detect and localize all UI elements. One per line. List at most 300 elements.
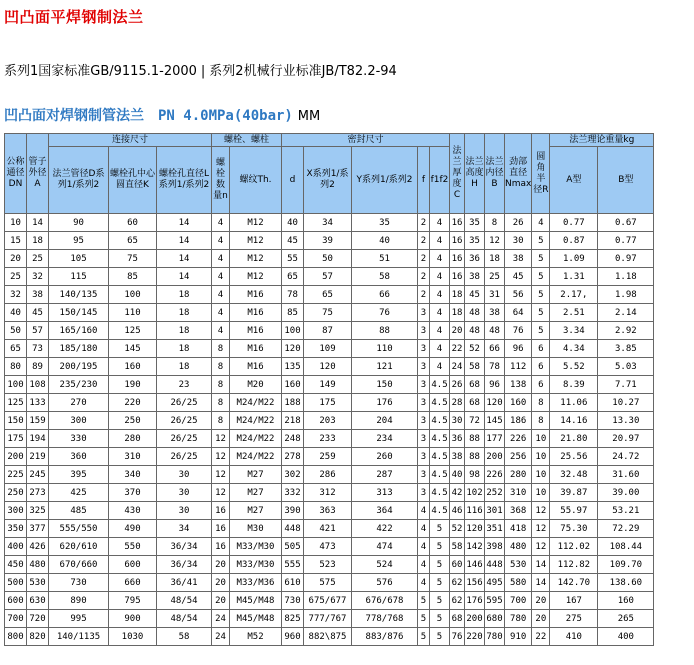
table-cell: 280 xyxy=(109,430,157,448)
table-cell: 5 xyxy=(430,556,450,574)
table-cell: 505 xyxy=(282,538,304,556)
table-cell: 22 xyxy=(532,628,550,646)
table-cell: 55 xyxy=(282,250,304,268)
header-d: d xyxy=(282,147,304,214)
table-cell: 218 xyxy=(282,412,304,430)
table-cell: 8 xyxy=(532,412,550,430)
table-cell: 2.51 xyxy=(550,304,598,322)
header-f1f2: f1f2 xyxy=(430,147,450,214)
table-cell: 112.82 xyxy=(550,556,598,574)
table-cell: 100 xyxy=(5,376,27,394)
table-cell: 4 xyxy=(430,286,450,304)
table-cell: 448 xyxy=(485,556,505,574)
table-cell: 176 xyxy=(352,394,418,412)
table-cell: 3 xyxy=(418,322,430,340)
table-cell: 675/677 xyxy=(304,592,352,610)
table-cell: 52 xyxy=(465,340,485,358)
table-row xyxy=(5,286,654,304)
table-cell: 0.77 xyxy=(598,232,654,250)
header-connection: 连接尺寸 xyxy=(49,134,212,147)
table-cell: 30 xyxy=(450,412,465,430)
table-cell: 31 xyxy=(485,286,505,304)
table-cell: 220 xyxy=(109,394,157,412)
table-cell: 234 xyxy=(352,430,418,448)
table-cell: 395 xyxy=(49,466,109,484)
table-cell: 960 xyxy=(282,628,304,646)
table-cell: 400 xyxy=(598,628,654,646)
table-cell: 278 xyxy=(282,448,304,466)
table-cell: 100 xyxy=(282,322,304,340)
table-cell: 3.85 xyxy=(598,340,654,358)
table-cell: 56 xyxy=(505,286,532,304)
table-cell: 312 xyxy=(304,484,352,502)
table-cell: 1.98 xyxy=(598,286,654,304)
table-cell: 340 xyxy=(109,466,157,484)
table-cell: 313 xyxy=(352,484,418,502)
table-cell: 2 xyxy=(418,214,430,232)
table-cell: 12 xyxy=(212,448,230,466)
table-cell: 5 xyxy=(418,592,430,610)
table-cell: 42 xyxy=(450,484,465,502)
table-cell: 18 xyxy=(27,232,49,250)
table-cell: 72.29 xyxy=(598,520,654,538)
table-cell: M16 xyxy=(230,358,282,376)
table-cell: 4.5 xyxy=(430,376,450,394)
table-cell: 20 xyxy=(532,592,550,610)
table-row xyxy=(5,592,654,610)
table-cell: 480 xyxy=(505,538,532,556)
table-cell: 51 xyxy=(352,250,418,268)
section-heading xyxy=(4,105,320,125)
table-cell: 3 xyxy=(418,304,430,322)
table-cell: 600 xyxy=(5,592,27,610)
table-cell: 226 xyxy=(505,430,532,448)
table-cell: 18 xyxy=(157,304,212,322)
header-x: X系列1/系列2 xyxy=(304,147,352,214)
table-cell: 620/610 xyxy=(49,538,109,556)
table-row xyxy=(5,466,654,484)
table-cell: 18 xyxy=(157,322,212,340)
table-cell: 140/135 xyxy=(49,286,109,304)
table-cell: 4 xyxy=(430,250,450,268)
table-cell: 13.30 xyxy=(598,412,654,430)
table-cell: 65 xyxy=(304,286,352,304)
pressure-rating: PN 4.0MPa(40bar) xyxy=(158,108,293,124)
table-cell: 4.5 xyxy=(430,484,450,502)
table-cell: 550 xyxy=(109,538,157,556)
header-h: 法兰高度H xyxy=(465,134,485,214)
table-cell: 16 xyxy=(212,502,230,520)
table-cell: 800 xyxy=(5,628,27,646)
table-cell: 4.5 xyxy=(430,430,450,448)
table-cell: 820 xyxy=(27,628,49,646)
table-cell: 80 xyxy=(5,358,27,376)
table-cell: 57 xyxy=(27,322,49,340)
table-cell: 8 xyxy=(212,340,230,358)
table-cell: 418 xyxy=(505,520,532,538)
table-cell: 6 xyxy=(532,376,550,394)
table-cell: 4.5 xyxy=(430,394,450,412)
table-cell: 11.06 xyxy=(550,394,598,412)
table-cell: 95 xyxy=(49,232,109,250)
table-cell: 0.77 xyxy=(550,214,598,232)
table-cell: 5.52 xyxy=(550,358,598,376)
table-cell: 8 xyxy=(212,376,230,394)
table-cell: 109.70 xyxy=(598,556,654,574)
table-cell: 68 xyxy=(450,610,465,628)
table-cell: 160 xyxy=(109,358,157,376)
table-cell: 98 xyxy=(465,466,485,484)
table-cell: 109 xyxy=(304,340,352,358)
table-cell: 377 xyxy=(27,520,49,538)
table-cell: 3 xyxy=(418,484,430,502)
table-cell: 10 xyxy=(532,466,550,484)
table-cell: 302 xyxy=(282,466,304,484)
table-cell: 38 xyxy=(485,304,505,322)
table-cell: 882\875 xyxy=(304,628,352,646)
table-cell: 30 xyxy=(157,502,212,520)
table-row xyxy=(5,610,654,628)
table-cell: 45 xyxy=(282,232,304,250)
table-cell: 8 xyxy=(485,214,505,232)
table-cell: 430 xyxy=(109,502,157,520)
table-cell: 3 xyxy=(418,430,430,448)
table-cell: 32 xyxy=(27,268,49,286)
table-cell: M24/M22 xyxy=(230,430,282,448)
table-cell: M12 xyxy=(230,232,282,250)
table-cell: 270 xyxy=(49,394,109,412)
header-wb: B型 xyxy=(598,147,654,214)
table-cell: 300 xyxy=(49,412,109,430)
table-cell: 160 xyxy=(282,376,304,394)
table-cell: 26/25 xyxy=(157,448,212,466)
table-cell: 32 xyxy=(5,286,27,304)
table-cell: 38 xyxy=(450,448,465,466)
header-l: 螺栓孔直径L系列1/系列2 xyxy=(157,147,212,214)
table-cell: 15 xyxy=(5,232,27,250)
table-cell: 102 xyxy=(465,484,485,502)
header-dn: 公称通径DN xyxy=(5,134,27,214)
table-cell: 3 xyxy=(418,358,430,376)
table-cell: 110 xyxy=(352,340,418,358)
table-cell: 575 xyxy=(304,574,352,592)
table-cell: 2 xyxy=(418,232,430,250)
table-cell: 4 xyxy=(212,232,230,250)
table-cell: 25 xyxy=(27,250,49,268)
table-cell: 16 xyxy=(212,538,230,556)
table-cell: 5 xyxy=(430,538,450,556)
table-row xyxy=(5,502,654,520)
table-cell: 4.34 xyxy=(550,340,598,358)
table-cell: 204 xyxy=(352,412,418,430)
table-cell: 105 xyxy=(49,250,109,268)
table-cell: 177 xyxy=(485,430,505,448)
table-cell: 6 xyxy=(532,340,550,358)
table-cell: 4 xyxy=(430,304,450,322)
table-cell: 700 xyxy=(5,610,27,628)
table-cell: 18 xyxy=(450,304,465,322)
table-cell: 194 xyxy=(27,430,49,448)
table-cell: 142.70 xyxy=(550,574,598,592)
table-cell: 910 xyxy=(505,628,532,646)
header-nmax: 劲部直径Nmax xyxy=(505,134,532,214)
table-cell: 3.34 xyxy=(550,322,598,340)
table-cell: 175 xyxy=(5,430,27,448)
table-cell: 14.16 xyxy=(550,412,598,430)
table-cell: 120 xyxy=(465,520,485,538)
table-cell: 62 xyxy=(450,574,465,592)
table-cell: 2.17, xyxy=(550,286,598,304)
table-cell: 310 xyxy=(109,448,157,466)
table-cell: 580 xyxy=(505,574,532,592)
table-cell: 120 xyxy=(304,358,352,376)
table-cell: 14 xyxy=(532,574,550,592)
table-cell: 50 xyxy=(5,322,27,340)
table-cell: 248 xyxy=(282,430,304,448)
table-cell: 900 xyxy=(109,610,157,628)
table-cell: 250 xyxy=(5,484,27,502)
table-cell: 12 xyxy=(532,502,550,520)
table-cell: 500 xyxy=(5,574,27,592)
table-cell: 142 xyxy=(465,538,485,556)
table-cell: 39.87 xyxy=(550,484,598,502)
table-cell: 58 xyxy=(450,538,465,556)
table-cell: 125 xyxy=(109,322,157,340)
table-cell: 121 xyxy=(352,358,418,376)
table-cell: 20.97 xyxy=(598,430,654,448)
table-cell: 7.71 xyxy=(598,376,654,394)
table-cell: M16 xyxy=(230,340,282,358)
table-cell: 5 xyxy=(430,592,450,610)
table-cell: 32.48 xyxy=(550,466,598,484)
table-cell: 12 xyxy=(212,484,230,502)
table-cell: 35 xyxy=(465,232,485,250)
table-cell: 8 xyxy=(212,394,230,412)
table-cell: 40 xyxy=(450,466,465,484)
table-cell: 18 xyxy=(157,286,212,304)
table-cell: M52 xyxy=(230,628,282,646)
table-cell: 89 xyxy=(27,358,49,376)
table-cell: M16 xyxy=(230,286,282,304)
table-cell: 149 xyxy=(304,376,352,394)
table-cell: 14 xyxy=(27,214,49,232)
table-cell: M12 xyxy=(230,268,282,286)
table-cell: 410 xyxy=(550,628,598,646)
table-cell: 4.5 xyxy=(430,466,450,484)
table-cell: 34 xyxy=(157,520,212,538)
header-c: 法兰厚度C xyxy=(450,134,465,214)
table-row xyxy=(5,520,654,538)
table-cell: 4 xyxy=(418,556,430,574)
table-cell: 4.5 xyxy=(430,502,450,520)
table-cell: 5 xyxy=(430,610,450,628)
table-cell: 555/550 xyxy=(49,520,109,538)
table-cell: 600 xyxy=(109,556,157,574)
table-cell: 490 xyxy=(109,520,157,538)
table-cell: 26 xyxy=(505,214,532,232)
table-cell: 25 xyxy=(5,268,27,286)
table-cell: 48/54 xyxy=(157,592,212,610)
table-cell: 220 xyxy=(465,628,485,646)
table-cell: 795 xyxy=(109,592,157,610)
table-cell: 5 xyxy=(430,520,450,538)
table-cell: 31.60 xyxy=(598,466,654,484)
table-cell: 825 xyxy=(282,610,304,628)
table-cell: 40 xyxy=(352,232,418,250)
table-cell: 595 xyxy=(485,592,505,610)
table-cell: M24/M22 xyxy=(230,412,282,430)
table-cell: 20 xyxy=(450,322,465,340)
table-cell: 96 xyxy=(485,376,505,394)
table-cell: 100 xyxy=(109,286,157,304)
table-cell: 36/34 xyxy=(157,556,212,574)
table-row xyxy=(5,250,654,268)
table-row xyxy=(5,304,654,322)
table-cell: M12 xyxy=(230,214,282,232)
table-cell: 235/230 xyxy=(49,376,109,394)
table-cell: 12 xyxy=(532,538,550,556)
table-cell: 40 xyxy=(282,214,304,232)
table-cell: 140/1135 xyxy=(49,628,109,646)
table-cell: 5 xyxy=(532,232,550,250)
table-cell: 24.72 xyxy=(598,448,654,466)
table-cell: 36/34 xyxy=(157,538,212,556)
table-cell: 5 xyxy=(418,628,430,646)
table-cell: 55.97 xyxy=(550,502,598,520)
table-cell: 2.14 xyxy=(598,304,654,322)
table-cell: 426 xyxy=(27,538,49,556)
table-cell: 88 xyxy=(465,448,485,466)
table-cell: 0.87 xyxy=(550,232,598,250)
table-cell: 3 xyxy=(418,394,430,412)
table-cell: 400 xyxy=(5,538,27,556)
table-cell: 48 xyxy=(485,322,505,340)
table-cell: 3 xyxy=(418,448,430,466)
table-cell: 186 xyxy=(505,412,532,430)
table-cell: 76 xyxy=(352,304,418,322)
table-cell: 90 xyxy=(49,214,109,232)
table-cell: 23 xyxy=(157,376,212,394)
table-cell: 14 xyxy=(532,556,550,574)
table-cell: 30 xyxy=(157,484,212,502)
header-d-series: 法兰管径D系列1/系列2 xyxy=(49,147,109,214)
table-cell: 16 xyxy=(450,232,465,250)
table-cell: 4 xyxy=(430,232,450,250)
table-cell: 8 xyxy=(212,412,230,430)
table-cell: 16 xyxy=(450,250,465,268)
header-k: 螺栓孔中心圆直径K xyxy=(109,147,157,214)
table-cell: 14 xyxy=(157,250,212,268)
table-cell: 778/768 xyxy=(352,610,418,628)
table-cell: 4 xyxy=(430,340,450,358)
table-cell: 473 xyxy=(304,538,352,556)
table-cell: 576 xyxy=(352,574,418,592)
table-cell: M12 xyxy=(230,250,282,268)
table-cell: 10 xyxy=(532,448,550,466)
table-cell: 4 xyxy=(532,214,550,232)
table-cell: 280 xyxy=(505,466,532,484)
table-cell: 332 xyxy=(282,484,304,502)
table-cell: 10 xyxy=(5,214,27,232)
header-bolt: 螺栓、螺柱 xyxy=(212,134,282,147)
table-cell: 175 xyxy=(304,394,352,412)
table-cell: 156 xyxy=(465,574,485,592)
table-cell: 58 xyxy=(352,268,418,286)
table-cell: 65 xyxy=(109,232,157,250)
table-cell: M27 xyxy=(230,466,282,484)
table-cell: 112.02 xyxy=(550,538,598,556)
table-cell: 26/25 xyxy=(157,412,212,430)
table-cell: 4 xyxy=(212,268,230,286)
table-body xyxy=(5,214,654,646)
table-cell: 38 xyxy=(505,250,532,268)
table-row xyxy=(5,628,654,646)
standard-series1: 系列1国家标准GB/9115.1-2000 xyxy=(4,64,197,79)
table-row xyxy=(5,268,654,286)
table-cell: 480 xyxy=(27,556,49,574)
table-cell: 3 xyxy=(418,376,430,394)
table-cell: 12 xyxy=(212,466,230,484)
table-cell: 34 xyxy=(304,214,352,232)
table-cell: 85 xyxy=(282,304,304,322)
table-cell: 219 xyxy=(27,448,49,466)
table-row xyxy=(5,574,654,592)
table-cell: 250 xyxy=(109,412,157,430)
table-cell: 252 xyxy=(485,484,505,502)
table-cell: 108.44 xyxy=(598,538,654,556)
table-cell: 265 xyxy=(598,610,654,628)
table-cell: 48 xyxy=(465,304,485,322)
table-cell: 30 xyxy=(157,466,212,484)
table-cell: 200/195 xyxy=(49,358,109,376)
table-cell: 2.92 xyxy=(598,322,654,340)
table-cell: 275 xyxy=(550,610,598,628)
table-cell: 310 xyxy=(505,484,532,502)
table-cell: 88 xyxy=(352,322,418,340)
table-cell: 995 xyxy=(49,610,109,628)
table-cell: 363 xyxy=(304,502,352,520)
table-cell: 5 xyxy=(430,628,450,646)
table-cell: 0.97 xyxy=(598,250,654,268)
table-cell: 890 xyxy=(49,592,109,610)
table-cell: 4 xyxy=(212,322,230,340)
header-n: 螺栓数量n xyxy=(212,147,230,214)
table-cell: 260 xyxy=(352,448,418,466)
table-cell: 530 xyxy=(27,574,49,592)
table-cell: 1.31 xyxy=(550,268,598,286)
table-cell: M45/M48 xyxy=(230,592,282,610)
table-cell: 5 xyxy=(532,304,550,322)
table-cell: 4 xyxy=(418,574,430,592)
table-cell: M27 xyxy=(230,484,282,502)
table-cell: 18 xyxy=(450,286,465,304)
table-cell: 2 xyxy=(418,286,430,304)
table-cell: 78 xyxy=(282,286,304,304)
table-row xyxy=(5,430,654,448)
table-cell: 370 xyxy=(109,484,157,502)
table-cell: 5 xyxy=(532,286,550,304)
table-cell: 146 xyxy=(465,556,485,574)
table-cell: 780 xyxy=(505,610,532,628)
table-cell: 4 xyxy=(212,304,230,322)
table-cell: 40 xyxy=(5,304,27,322)
table-cell: 780 xyxy=(485,628,505,646)
table-cell: 39.00 xyxy=(598,484,654,502)
table-cell: 4 xyxy=(418,502,430,520)
table-cell: 8.39 xyxy=(550,376,598,394)
table-cell: 60 xyxy=(109,214,157,232)
table-cell: 287 xyxy=(352,466,418,484)
